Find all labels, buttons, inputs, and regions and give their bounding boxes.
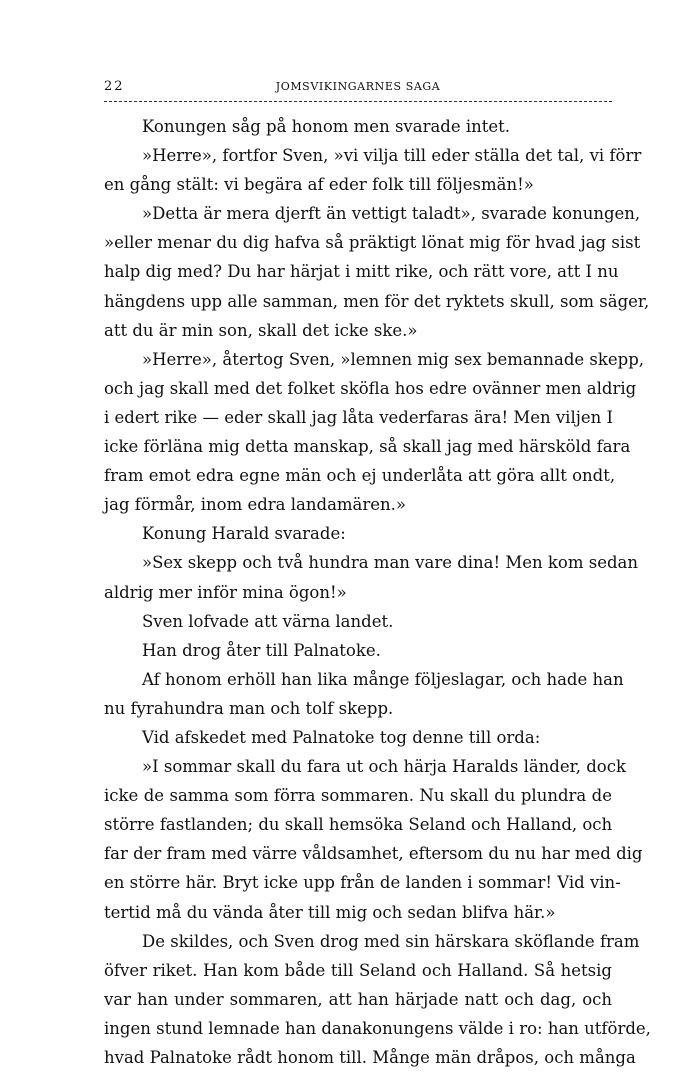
- text-line: fram emot edra egne män och ej underlåta att göra allt ondt,: [104, 466, 616, 486]
- text-line: far der fram med värre våldsamhet, eftersom du nu har med dig: [104, 844, 643, 864]
- text-line: aldrig mer inför mina ögon!»: [104, 582, 347, 602]
- text-line: halp dig med? Du har härjat i mitt rike, och rätt vore, att I nu: [104, 262, 619, 282]
- text-line: ingen stund lemnade han danakonungens välde i ro: han utförde,: [104, 1018, 651, 1038]
- running-title: JOMSVIKINGARNES SAGA: [275, 80, 441, 93]
- text-line: Af honom erhöll han lika månge följeslagar, och hade han: [142, 669, 624, 689]
- running-head: [104, 79, 612, 97]
- text-line: och jag skall med det folket sköfla hos edre ovänner men aldrig: [104, 378, 637, 398]
- text-line: »I sommar skall du fara ut och härja Haralds länder, dock: [142, 757, 626, 777]
- text-line: tertid må du vända åter till mig och sedan blifva här.»: [104, 902, 556, 922]
- text-line: hvad Palnatoke rådt honom till. Månge män dråpos, och många: [104, 1048, 636, 1067]
- text-line: större fastlanden; du skall hemsöka Seland och Halland, och: [104, 815, 613, 835]
- text-line: Konung Harald svarade:: [142, 524, 346, 544]
- text-line: icke förläna mig detta manskap, så skall jag med härsköld fara: [104, 437, 631, 457]
- text-line: »eller menar du dig hafva så präktigt lönat mig för hvad jag sist: [104, 233, 641, 253]
- text-line: »Herre», fortfor Sven, »vi vilja till eder ställa det tal, vi förr: [142, 146, 642, 166]
- text-line: Vid afskedet med Palnatoke tog denne till orda:: [142, 727, 541, 747]
- text-line: att du är min son, skall det icke ske.»: [104, 320, 418, 340]
- text-line: öfver riket. Han kom både till Seland och Halland. Så hetsig: [104, 960, 612, 980]
- text-line: De skildes, och Sven drog med sin härskara sköflande fram: [142, 931, 640, 951]
- text-line: i edert rike — eder skall jag låta vederfaras ära! Men viljen I: [104, 407, 614, 427]
- text-line: Konungen såg på honom men svarade intet.: [142, 117, 511, 136]
- text-line: var han under sommaren, att han härjade natt och dag, och: [104, 989, 612, 1009]
- text-line: Han drog åter till Palnatoke.: [142, 640, 381, 660]
- text-line: »Detta är mera djerft än vettigt taladt», svarade konungen,: [142, 204, 641, 224]
- text-line: jag förmår, inom edra landamären.»: [104, 495, 407, 515]
- header-rule: [104, 101, 612, 102]
- text-line: nu fyrahundra man och tolf skepp.: [104, 698, 394, 718]
- text-line: Sven lofvade att värna landet.: [142, 611, 394, 631]
- text-line: en gång stält: vi begära af eder folk till följesmän!»: [104, 175, 534, 195]
- text-line: »Sex skepp och två hundra man vare dina! Men kom sedan: [142, 553, 639, 573]
- text-line: icke de samma som förra sommaren. Nu skall du plundra de: [104, 786, 612, 806]
- text-line: hängdens upp alle samman, men för det ryktets skull, som säger,: [104, 291, 650, 311]
- text-line: »Herre», återtog Sven, »lemnen mig sex bemannade skepp,: [142, 349, 645, 369]
- body-text: [104, 112, 651, 1072]
- text-line: en större här. Bryt icke upp från de landen i sommar! Vid vin-: [104, 873, 621, 893]
- page-number: 22: [104, 79, 125, 94]
